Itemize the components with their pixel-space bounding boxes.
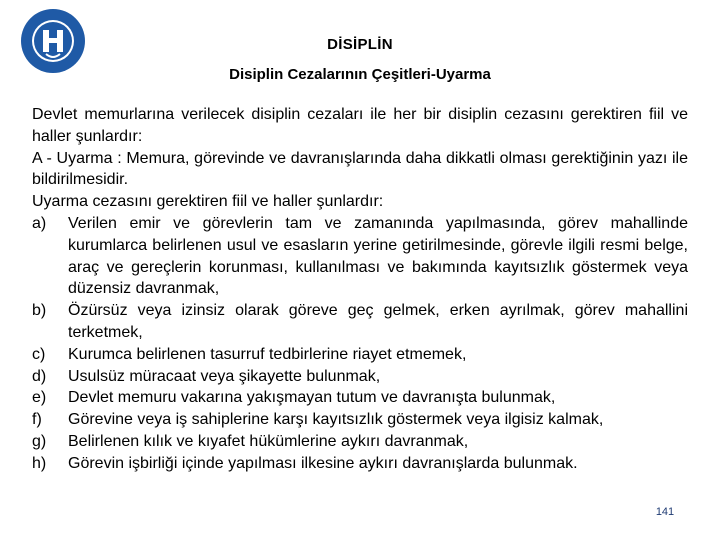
page-title: DİSİPLİN — [327, 36, 393, 53]
page-subtitle: Disiplin Cezalarının Çeşitleri-Uyarma — [229, 66, 491, 83]
list-item-label: h) — [32, 454, 47, 472]
list-item — [32, 431, 688, 453]
list-item — [32, 387, 688, 409]
list-item-text: Görevine veya iş sahiplerine karşı kayıtsızlık göstermek veya ilgisiz kalmak, — [68, 411, 604, 429]
list-item — [32, 300, 688, 344]
penalty-list — [32, 213, 688, 475]
list-item — [32, 453, 688, 475]
intro-paragraph: Devlet memurlarına verilecek disiplin cezaları ile her bir disiplin cezasını gerektiren fiil ve haller şunlardır: — [32, 106, 688, 145]
page-number: 141 — [655, 506, 675, 518]
list-item-text: Verilen emir ve görevlerin tam ve zamanında yapılmasında, görev mahallinde kurumlarca belirlenen usul ve esasların yerine getirilmesinde, görevle ilgili resmi belge, araç ve gereçlerin korunması, kullanılması ve bakımında kayıtsızlık göstermek veya düzensiz davranmak, — [68, 214, 688, 298]
list-item-text: Belirlenen kılık ve kıyafet hükümlerine aykırı davranmak, — [68, 432, 469, 450]
list-item-label: a) — [32, 214, 47, 232]
list-item — [32, 409, 688, 431]
document-body — [32, 104, 688, 475]
list-item-label: b) — [32, 302, 47, 320]
list-intro: Uyarma cezasını gerektiren fiil ve haller şunlardır: — [32, 193, 384, 211]
list-item — [32, 213, 688, 300]
list-item — [32, 344, 688, 366]
list-item-label: d) — [32, 367, 47, 385]
list-item-label: g) — [32, 432, 47, 450]
definition-paragraph: A - Uyarma : Memura, görevinde ve davranışlarında daha dikkatli olması gerektiğinin yazı ile bildirilmesidir. — [32, 149, 688, 189]
list-item-label: c) — [32, 345, 46, 363]
list-item-text: Özürsüz veya izinsiz olarak göreve geç gelmek, erken ayrılmak, görev mahallini terketmek, — [68, 302, 688, 341]
list-item-label: e) — [32, 389, 47, 407]
list-item-text: Devlet memuru vakarına yakışmayan tutum ve davranışta bulunmak, — [68, 389, 556, 407]
list-item-label: f) — [32, 411, 42, 429]
list-item-text: Görevin işbirliği içinde yapılması ilkesine aykırı davranışlarda bulunmak. — [68, 454, 578, 472]
list-item-text: Usulsüz müracaat veya şikayette bulunmak, — [68, 367, 381, 385]
list-item-text: Kurumca belirlenen tasurruf tedbirlerine riayet etmemek, — [68, 345, 467, 363]
list-item — [32, 366, 688, 388]
